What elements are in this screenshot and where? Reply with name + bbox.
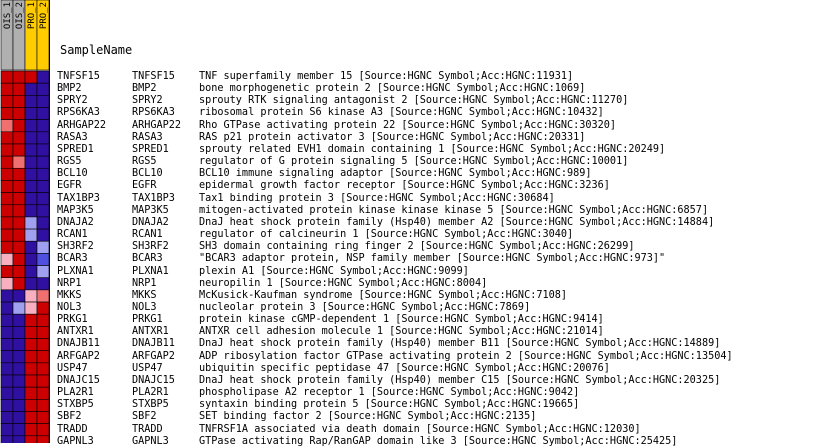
- heatmap-cell: [25, 399, 37, 411]
- heatmap-cell: [13, 302, 25, 314]
- gene-id: RCAN1: [57, 229, 88, 241]
- gene-description: ubiquitin specific peptidase 47 [Source:HGNC Symbol;Acc:HGNC:20076]: [199, 362, 610, 374]
- heatmap-cell: [1, 107, 13, 119]
- heatmap-cell: [37, 132, 49, 144]
- heatmap-cell: [37, 144, 49, 156]
- sample-name-header: SampleName: [60, 43, 133, 57]
- heatmap-cell: [1, 314, 13, 326]
- heatmap-cell: [1, 302, 13, 314]
- heatmap-cell: [13, 266, 25, 278]
- gene-symbol: BMP2: [132, 83, 157, 95]
- gene-symbol: PLA2R1: [132, 387, 169, 399]
- gene-id: BCAR3: [57, 253, 88, 265]
- gene-description: protein kinase cGMP-dependent 1 [Source:HGNC Symbol;Acc:HGNC:9414]: [199, 314, 604, 326]
- heatmap-cell: [37, 241, 49, 253]
- gene-description: regulator of calcineurin 1 [Source:HGNC Symbol;Acc:HGNC:3040]: [199, 229, 574, 241]
- heatmap-cell: [25, 107, 37, 119]
- heatmap-cell: [1, 436, 13, 443]
- gene-symbol: RPS6KA3: [132, 107, 175, 119]
- table-row: [49, 168, 820, 180]
- heatmap-cell: [25, 411, 37, 423]
- gene-description: syntaxin binding protein 5 [Source:HGNC Symbol;Acc:HGNC:19665]: [199, 399, 580, 411]
- gene-description: TNFRSF1A associated via death domain [Source:HGNC Symbol;Acc:HGNC:12030]: [199, 423, 641, 435]
- heatmap-cell: [25, 302, 37, 314]
- gene-description: Tax1 binding protein 3 [Source:HGNC Symbol;Acc:HGNC:30684]: [199, 192, 555, 204]
- table-row: [49, 205, 820, 217]
- heatmap-cell: [1, 180, 13, 192]
- heatmap-cell: [1, 253, 13, 265]
- heatmap-cell: [37, 180, 49, 192]
- heatmap-cell: [13, 363, 25, 375]
- heatmap-cell: [25, 205, 37, 217]
- heatmap-cell: [13, 326, 25, 338]
- heatmap-cell: [1, 424, 13, 436]
- heatmap-cell: [1, 156, 13, 168]
- heatmap-cell: [25, 339, 37, 351]
- table-row: [49, 193, 820, 205]
- heatmap-cell: [25, 278, 37, 290]
- heatmap-cell: [13, 375, 25, 387]
- gene-symbol: SBF2: [132, 411, 157, 423]
- gene-symbol: DNAJA2: [132, 216, 169, 228]
- gene-symbol: RGS5: [132, 156, 157, 168]
- heatmap-cell: [37, 278, 49, 290]
- heatmap-cell: [1, 375, 13, 387]
- gene-symbol: DNAJC15: [132, 374, 175, 386]
- heatmap-cell: [25, 132, 37, 144]
- heatmap-cell: [13, 436, 25, 443]
- heatmap-cell: [1, 351, 13, 363]
- heatmap-cell: [25, 314, 37, 326]
- heatmap-cell: [13, 217, 25, 229]
- table-row: [49, 180, 820, 192]
- heatmap-cell: [1, 95, 13, 107]
- heatmap-cell: [37, 120, 49, 132]
- heatmap-cell: [37, 375, 49, 387]
- gene-symbol: NRP1: [132, 277, 157, 289]
- heatmap-cell: [37, 326, 49, 338]
- gene-description: ANTXR cell adhesion molecule 1 [Source:HGNC Symbol;Acc:HGNC:21014]: [199, 326, 604, 338]
- heatmap-cell: [13, 314, 25, 326]
- table-row: [49, 217, 820, 229]
- table-row: [49, 120, 820, 132]
- heatmap-cell: [13, 424, 25, 436]
- gene-symbol: TAX1BP3: [132, 192, 175, 204]
- heatmap-cell: [1, 339, 13, 351]
- heatmap-cell: [1, 205, 13, 217]
- heatmap-cell: [37, 107, 49, 119]
- gene-symbol: PRKG1: [132, 314, 163, 326]
- gene-id: DNAJA2: [57, 216, 94, 228]
- gene-description: SH3 domain containing ring finger 2 [Source:HGNC Symbol;Acc:HGNC:26299]: [199, 241, 635, 253]
- heatmap-cell: [13, 387, 25, 399]
- heatmap-cell: [37, 436, 49, 443]
- heatmap-cell: [37, 253, 49, 265]
- gene-id: RGS5: [57, 156, 82, 168]
- gene-description: DnaJ heat shock protein family (Hsp40) member B11 [Source:HGNC Symbol;Acc:HGNC:14889]: [199, 338, 721, 350]
- gene-symbol: EGFR: [132, 180, 157, 192]
- heatmap-cell: [25, 253, 37, 265]
- heatmap-cell: [13, 144, 25, 156]
- heatmap-cell: [37, 168, 49, 180]
- gene-symbol: SH3RF2: [132, 241, 169, 253]
- table-row: [49, 266, 820, 278]
- table-row: [49, 290, 820, 302]
- heatmap-cell: [1, 71, 13, 83]
- heatmap-cell: [25, 326, 37, 338]
- heatmap-cell: [13, 339, 25, 351]
- heatmap-cell: [1, 83, 13, 95]
- table-row: [49, 436, 820, 448]
- heatmap-cell: [1, 411, 13, 423]
- gene-symbol: PLXNA1: [132, 265, 169, 277]
- heatmap: [0, 0, 50, 443]
- gene-id: MKKS: [57, 289, 82, 301]
- heatmap-cell: [1, 387, 13, 399]
- gene-description: nucleolar protein 3 [Source:HGNC Symbol;Acc:HGNC:7869]: [199, 301, 531, 313]
- table-row: [49, 411, 820, 423]
- heatmap-cell: [1, 132, 13, 144]
- gene-id: NOL3: [57, 301, 82, 313]
- gene-description: BCL10 immune signaling adaptor [Source:HGNC Symbol;Acc:HGNC:989]: [199, 168, 592, 180]
- heatmap-cell: [13, 180, 25, 192]
- heatmap-cell: [13, 156, 25, 168]
- gene-id: TRADD: [57, 423, 88, 435]
- gene-id: TNFSF15: [57, 71, 100, 82]
- gene-id: GAPNL3: [57, 435, 94, 447]
- gene-id: BMP2: [57, 83, 82, 95]
- gene-id: ARFGAP2: [57, 350, 100, 362]
- heatmap-cell: [37, 387, 49, 399]
- gene-symbol: ANTXR1: [132, 326, 169, 338]
- heatmap-cell: [37, 339, 49, 351]
- gene-description: plexin A1 [Source:HGNC Symbol;Acc:HGNC:9099]: [199, 265, 469, 277]
- gene-description: "BCAR3 adaptor protein, NSP family member [Source:HGNC Symbol;Acc:HGNC:973]": [199, 253, 666, 265]
- gene-description: epidermal growth factor receptor [Source:HGNC Symbol;Acc:HGNC:3236]: [199, 180, 610, 192]
- gene-description: TNF superfamily member 15 [Source:HGNC Symbol;Acc:HGNC:11931]: [199, 71, 574, 82]
- heatmap-cell: [1, 278, 13, 290]
- gene-description: ribosomal protein S6 kinase A3 [Source:HGNC Symbol;Acc:HGNC:10432]: [199, 107, 604, 119]
- heatmap-cell: [25, 156, 37, 168]
- table-row: [49, 253, 820, 265]
- gene-symbol: TNFSF15: [132, 71, 175, 82]
- gene-id: SBF2: [57, 411, 82, 423]
- heatmap-cell: [25, 241, 37, 253]
- gene-description: RAS p21 protein activator 3 [Source:HGNC Symbol;Acc:HGNC:20331]: [199, 131, 586, 143]
- heatmap-cell: [37, 314, 49, 326]
- heatmap-cell: [1, 168, 13, 180]
- gene-id: NRP1: [57, 277, 82, 289]
- heatmap-cell: [37, 156, 49, 168]
- gene-id: STXBP5: [57, 399, 94, 411]
- table-row: [49, 424, 820, 436]
- heatmap-cell: [1, 120, 13, 132]
- gene-id: EGFR: [57, 180, 82, 192]
- gene-description: regulator of G protein signaling 5 [Source:HGNC Symbol;Acc:HGNC:10001]: [199, 156, 629, 168]
- table-row: [49, 229, 820, 241]
- heatmap-cell: [25, 168, 37, 180]
- gene-id: RASA3: [57, 131, 88, 143]
- heatmap-cell: [37, 193, 49, 205]
- heatmap-cell: [13, 83, 25, 95]
- gene-symbol: STXBP5: [132, 399, 169, 411]
- heatmap-cell: [25, 71, 37, 83]
- gene-symbol: SPRY2: [132, 95, 163, 107]
- table-row: [49, 71, 820, 83]
- heatmap-cell: [1, 363, 13, 375]
- gene-id: DNAJB11: [57, 338, 100, 350]
- gene-id: ANTXR1: [57, 326, 94, 338]
- gene-description: DnaJ heat shock protein family (Hsp40) member C15 [Source:HGNC Symbol;Acc:HGNC:20325]: [199, 374, 721, 386]
- gene-id: PLA2R1: [57, 387, 94, 399]
- heatmap-cell: [1, 241, 13, 253]
- table-row: [49, 107, 820, 119]
- heatmap-cell: [25, 120, 37, 132]
- heatmap-cell: [13, 95, 25, 107]
- heatmap-cell: [37, 290, 49, 302]
- heatmap-cell: [37, 411, 49, 423]
- gene-symbol: GAPNL3: [132, 435, 169, 447]
- heatmap-cell: [1, 399, 13, 411]
- heatmap-cell: [13, 278, 25, 290]
- gene-id: SPRY2: [57, 95, 88, 107]
- gene-symbol: RASA3: [132, 131, 163, 143]
- heatmap-cell: [13, 351, 25, 363]
- table-row: [49, 278, 820, 290]
- heatmap-cell: [13, 399, 25, 411]
- heatmap-cell: [25, 95, 37, 107]
- heatmap-cell: [37, 424, 49, 436]
- gene-id: DNAJC15: [57, 374, 100, 386]
- gene-symbol: NOL3: [132, 301, 157, 313]
- gene-symbol: DNAJB11: [132, 338, 175, 350]
- gene-description: ADP ribosylation factor GTPase activating protein 2 [Source:HGNC Symbol;Acc:HGNC:13504]: [199, 350, 733, 362]
- gene-description: McKusick-Kaufman syndrome [Source:HGNC Symbol;Acc:HGNC:7108]: [199, 289, 568, 301]
- heatmap-cell: [25, 83, 37, 95]
- heatmap-cell: [37, 351, 49, 363]
- table-row: [49, 399, 820, 411]
- heatmap-cell: [1, 326, 13, 338]
- table-row: [49, 156, 820, 168]
- gene-table: [49, 71, 820, 448]
- gene-id: USP47: [57, 362, 88, 374]
- gene-id: SH3RF2: [57, 241, 94, 253]
- table-row: [49, 387, 820, 399]
- table-row: [49, 302, 820, 314]
- gene-description: GTPase activating Rap/RanGAP domain like 3 [Source:HGNC Symbol;Acc:HGNC:25425]: [199, 435, 678, 447]
- heatmap-cell: [13, 241, 25, 253]
- heatmap-cell: [37, 83, 49, 95]
- heatmap-cell: [25, 217, 37, 229]
- table-row: [49, 326, 820, 338]
- heatmap-cell: [37, 95, 49, 107]
- gene-symbol: SPRED1: [132, 143, 169, 155]
- gene-description: SET binding factor 2 [Source:HGNC Symbol;Acc:HGNC:2135]: [199, 411, 537, 423]
- heatmap-cell: [37, 266, 49, 278]
- gene-id: MAP3K5: [57, 204, 94, 216]
- table-row: [49, 351, 820, 363]
- heatmap-cell: [37, 302, 49, 314]
- gene-symbol: BCAR3: [132, 253, 163, 265]
- heatmap-cell: [13, 71, 25, 83]
- heatmap-cell: [1, 229, 13, 241]
- heatmap-cell: [25, 436, 37, 443]
- heatmap-cell: [25, 193, 37, 205]
- gene-description: sprouty related EVH1 domain containing 1 [Source:HGNC Symbol;Acc:HGNC:20249]: [199, 143, 666, 155]
- gene-description: mitogen-activated protein kinase kinase kinase 5 [Source:HGNC Symbol;Acc:HGNC:6857]: [199, 204, 709, 216]
- heatmap-cell: [13, 120, 25, 132]
- heatmap-cell: [25, 290, 37, 302]
- heatmap-cell: [25, 266, 37, 278]
- heatmap-cell: [37, 217, 49, 229]
- heatmap-cell: [13, 168, 25, 180]
- heatmap-cell: [37, 205, 49, 217]
- table-row: [49, 95, 820, 107]
- heatmap-cell: [37, 363, 49, 375]
- heatmap-cell: [1, 144, 13, 156]
- gene-id: ARHGAP22: [57, 119, 107, 131]
- gene-description: Rho GTPase activating protein 22 [Source:HGNC Symbol;Acc:HGNC:30320]: [199, 119, 617, 131]
- heatmap-cell: [13, 253, 25, 265]
- heatmap-cell: [25, 180, 37, 192]
- gene-id: RPS6KA3: [57, 107, 100, 119]
- table-row: [49, 375, 820, 387]
- heatmap-cell: [37, 71, 49, 83]
- table-row: [49, 83, 820, 95]
- table-row: [49, 314, 820, 326]
- gene-description: bone morphogenetic protein 2 [Source:HGNC Symbol;Acc:HGNC:1069]: [199, 83, 586, 95]
- table-row: [49, 338, 820, 350]
- heatmap-cell: [1, 217, 13, 229]
- gene-symbol: USP47: [132, 362, 163, 374]
- gene-id: BCL10: [57, 168, 88, 180]
- heatmap-cell: [25, 229, 37, 241]
- gene-description: sprouty RTK signaling antagonist 2 [Source:HGNC Symbol;Acc:HGNC:11270]: [199, 95, 629, 107]
- gene-id: PLXNA1: [57, 265, 94, 277]
- heatmap-cell: [13, 132, 25, 144]
- gene-id: PRKG1: [57, 314, 88, 326]
- gene-id: SPRED1: [57, 143, 94, 155]
- heatmap-cell: [25, 387, 37, 399]
- heatmap-cell: [25, 351, 37, 363]
- column-label: PRO_1: [27, 2, 37, 30]
- heatmap-cell: [37, 229, 49, 241]
- heatmap-cell: [13, 205, 25, 217]
- gene-symbol: MKKS: [132, 289, 157, 301]
- gene-symbol: MAP3K5: [132, 204, 169, 216]
- heatmap-cell: [25, 363, 37, 375]
- column-label: OIS_2: [15, 2, 25, 30]
- column-label: OIS_1: [3, 2, 13, 30]
- heatmap-cell: [13, 229, 25, 241]
- heatmap-cell: [13, 411, 25, 423]
- heatmap-cell: [13, 193, 25, 205]
- table-row: [49, 363, 820, 375]
- heatmap-cell: [1, 290, 13, 302]
- heatmap-cell: [1, 266, 13, 278]
- heatmap-cell: [25, 424, 37, 436]
- gene-symbol: ARHGAP22: [132, 119, 182, 131]
- heatmap-cell: [37, 399, 49, 411]
- gene-description: DnaJ heat shock protein family (Hsp40) member A2 [Source:HGNC Symbol;Acc:HGNC:14884]: [199, 216, 715, 228]
- heatmap-cell: [1, 193, 13, 205]
- gene-symbol: RCAN1: [132, 229, 163, 241]
- heatmap-cell: [25, 375, 37, 387]
- gene-description: neuropilin 1 [Source:HGNC Symbol;Acc:HGNC:8004]: [199, 277, 488, 289]
- table-row: [49, 241, 820, 253]
- gene-symbol: ARFGAP2: [132, 350, 175, 362]
- table-row: [49, 132, 820, 144]
- table-row: [49, 144, 820, 156]
- heatmap-cell: [13, 107, 25, 119]
- gene-description: phospholipase A2 receptor 1 [Source:HGNC Symbol;Acc:HGNC:9042]: [199, 387, 580, 399]
- gene-symbol: TRADD: [132, 423, 163, 435]
- heatmap-cell: [13, 290, 25, 302]
- gene-symbol: BCL10: [132, 168, 163, 180]
- heatmap-cell: [25, 144, 37, 156]
- gene-id: TAX1BP3: [57, 192, 100, 204]
- column-label: PRO_2: [39, 2, 49, 30]
